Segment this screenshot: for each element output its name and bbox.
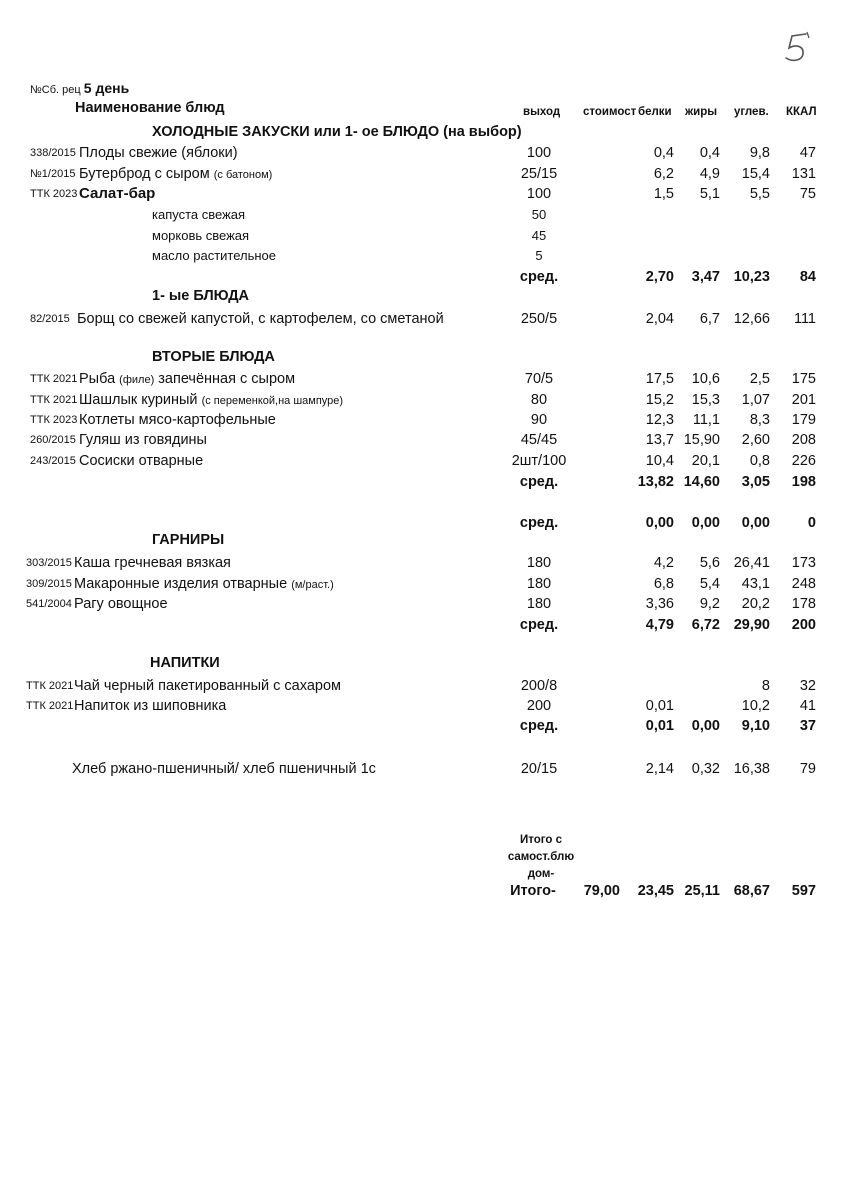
- table-row: 338/2015 Плоды свежие (яблоки) 100 0,4 0,4 9,8 47: [30, 145, 816, 161]
- section-garnish: ГАРНИРЫ: [152, 532, 225, 548]
- table-row: 260/2015 Гуляш из говядины 45/45 13,7 15,90 2,60 208: [30, 432, 816, 448]
- table-row: ТТК 2021 Рыба (филе) запечённая с сыром 70/5 17,5 10,6 2,5 175: [30, 371, 816, 387]
- col-kcal: ККАЛ: [786, 106, 817, 118]
- total-row: Итого- 79,00 23,45 25,11 68,67 597: [510, 883, 816, 899]
- average-row: сред. 2,70 3,47 10,23 84: [519, 269, 816, 285]
- section-cold: ХОЛОДНЫЕ ЗАКУСКИ или 1- ое БЛЮДО (на выбор): [152, 124, 522, 140]
- handwritten-page-number: [776, 28, 816, 68]
- section-drinks: НАПИТКИ: [150, 655, 220, 671]
- col-carbs: углев.: [734, 106, 769, 118]
- table-row: ТТК 2023 Салат-бар 100 1,5 5,1 5,5 75: [30, 185, 816, 202]
- total-note: Итого с самост.блю дом-: [507, 834, 575, 880]
- average-row: сред. 4,79 6,72 29,90 200: [519, 617, 816, 633]
- table-row: ТТК 2021 Шашлык куриный (с переменкой,на шампуре) 80 15,2 15,3 1,07 201: [30, 392, 816, 408]
- table-row: 82/2015 Борщ со свежей капустой, с картофелем, со сметаной 250/5 2,04 6,7 12,66 111: [30, 311, 816, 327]
- table-row: ТТК 2021 Чай черный пакетированный с сахаром 200/8 8 32: [26, 678, 816, 694]
- col-cost: стоимост: [583, 106, 637, 118]
- col-protein: белки: [638, 106, 672, 118]
- table-row: №1/2015 Бутерброд с сыром (с батоном) 25/15 6,2 4,9 15,4 131: [30, 166, 816, 182]
- table-row: ТТК 2021 Напиток из шиповника 200 0,01 10,2 41: [26, 698, 816, 714]
- average-row: сред. 0,01 0,00 9,10 37: [519, 718, 816, 734]
- col-fat: жиры: [685, 106, 718, 118]
- table-row: 243/2015 Сосиски отварные 2шт/100 10,4 20,1 0,8 226: [30, 453, 816, 469]
- ingredient-row: капуста свежая 50: [152, 207, 547, 222]
- average-row: сред. 13,82 14,60 3,05 198: [519, 474, 816, 490]
- table-row: Хлеб ржано-пшеничный/ хлеб пшеничный 1с 20/15 2,14 0,32 16,38 79: [72, 761, 816, 777]
- table-row: 309/2015 Макаронные изделия отварные (м/раст.) 180 6,8 5,4 43,1 248: [26, 576, 816, 592]
- menu-header: [30, 80, 129, 96]
- table-row: 541/2004 Рагу овощное 180 3,36 9,2 20,2 178: [26, 596, 816, 612]
- ingredient-row: масло растительное 5: [152, 248, 543, 263]
- average-row: сред. 0,00 0,00 0,00 0: [519, 515, 816, 531]
- ingredient-row: морковь свежая 45: [152, 228, 547, 243]
- ref-label: №Сб. рец: [30, 84, 81, 96]
- section-first: 1- ые БЛЮДА: [152, 288, 250, 304]
- section-second: ВТОРЫЕ БЛЮДА: [152, 349, 275, 365]
- col-output: выход: [523, 106, 561, 118]
- table-row: ТТК 2023 Котлеты мясо-картофельные 90 12,3 11,1 8,3 179: [30, 412, 816, 428]
- dish-name-header: Наименование блюд: [75, 100, 225, 116]
- table-row: 303/2015 Каша гречневая вязкая 180 4,2 5,6 26,41 173: [26, 555, 816, 571]
- day-title: 5 день: [83, 80, 130, 96]
